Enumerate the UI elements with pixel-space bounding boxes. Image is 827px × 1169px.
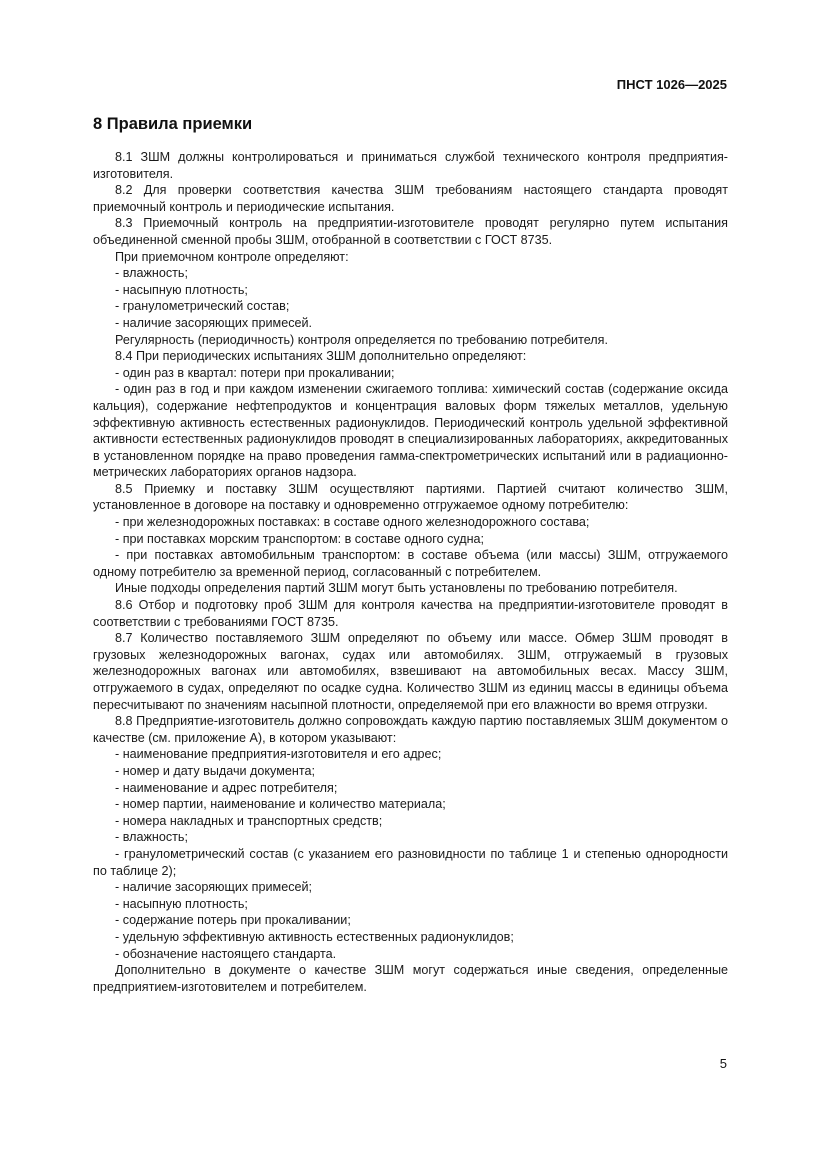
list-item: - при поставках морским транспортом: в составе одного судна;: [115, 531, 485, 546]
list-item: - наличие засоряющих примесей;: [115, 880, 313, 895]
list-item: - номер и дату выдачи документа;: [115, 763, 315, 778]
paragraph-8-2: 8.2 Для проверки соответствия качества ЗШМ требованиям настоящего стандарта проводят приемочный контроль и периодические испытания.: [93, 183, 728, 214]
paragraph-8-3: 8.3 Приемочный контроль на предприятии-изготовителе проводят регулярно путем испытания объединенной сменной пробы ЗШМ, отобранной в соответствии с ГОСТ 8735.: [93, 216, 728, 247]
paragraph-text: При приемочном контроле определяют:: [115, 249, 349, 264]
list-item: - влажность;: [115, 830, 188, 845]
list-item: - один раз в год и при каждом изменении сжигаемого топлива: химический состав (содержание оксида кальция), содержание нефтепродуктов и концентрация валовых форм тяжелых металлов, удельную эффективную активность естественных радионуклидов. Периодический контроль удельной эффективной активности естественных радионуклидов проводят в специализированных лабораториях, аккредитованных в установленном порядке на право проведения гамма-спектрометрических испытаний или в радиационно-метрических лабораториях органов надзора.: [93, 382, 728, 480]
list-item: - насыпную плотность;: [115, 896, 248, 911]
list-item: - насыпную плотность;: [115, 282, 248, 297]
list-item: - влажность;: [115, 266, 188, 281]
list-item: - номера накладных и транспортных средств;: [115, 813, 383, 828]
paragraph-text: Дополнительно в документе о качестве ЗШМ могут содержаться иные сведения, определенные предприятием-изготовителем и потребителем.: [93, 963, 728, 994]
list-item: - содержание потерь при прокаливании;: [115, 913, 351, 928]
section-title: 8 Правила приемки: [93, 115, 253, 133]
list-item: - наличие засоряющих примесей.: [115, 315, 313, 330]
list-item: - обозначение настоящего стандарта.: [115, 946, 337, 961]
list-item: - наименование и адрес потребителя;: [115, 780, 338, 795]
list-item: - при поставках автомобильным транспортом: в составе объема (или массы) ЗШМ, отгружаемого одному потребителю за временной период, согласованный с потребителем.: [93, 548, 728, 579]
list-item: - один раз в квартал: потери при прокаливании;: [115, 365, 395, 380]
paragraph-text: Иные подходы определения партий ЗШМ могут быть установлены по требованию потребителя.: [115, 581, 678, 596]
list-item: - наименование предприятия-изготовителя и его адрес;: [115, 747, 442, 762]
paragraph-8-7: 8.7 Количество поставляемого ЗШМ определяют по объему или массе. Обмер ЗШМ проводят в грузовых железнодорожных вагонах, судах или автомобилях. ЗШМ, отгружаемый в грузовых железнодорожных вагонах или автомобилях, взвешивают на автомобильных весах. Массу ЗШМ, отгружаемого в судах, определяют по осадке судна. Количество ЗШМ из единиц массы в единицы объема пересчитывают по значениям насыпной плотности, определяемой при его влажности во время отгрузки.: [93, 631, 728, 712]
document-code: ПНСТ 1026—2025: [616, 77, 727, 92]
section-body: [93, 149, 728, 995]
paragraph-8-5: 8.5 Приемку и поставку ЗШМ осуществляют партиями. Партией считают количество ЗШМ, установленное в договоре на поставку и одновременно отгружаемое одному потребителю:: [93, 481, 728, 513]
paragraph-8-8: 8.8 Предприятие-изготовитель должно сопровождать каждую партию поставляемых ЗШМ документом о качестве (см. приложение А), в котором указывают:: [93, 714, 728, 745]
list-item: - удельную эффективную активность естественных радионуклидов;: [115, 929, 514, 944]
list-item: - номер партии, наименование и количество материала;: [115, 797, 446, 812]
paragraph-8-1: 8.1 ЗШМ должны контролироваться и приниматься службой технического контроля предприятия-изготовителя.: [93, 150, 728, 181]
list-item: - гранулометрический состав;: [115, 299, 290, 314]
paragraph-text: Регулярность (периодичность) контроля определяется по требованию потребителя.: [115, 332, 608, 347]
list-item: - при железнодорожных поставках: в составе одного железнодорожного состава;: [115, 515, 590, 530]
list-item: - гранулометрический состав (с указанием его разновидности по таблице 1 и степенью однородности по таблице 2);: [93, 846, 728, 878]
paragraph-8-6: 8.6 Отбор и подготовку проб ЗШМ для контроля качества на предприятии-изготовителе проводят в соответствии с требованиями ГОСТ 8735.: [93, 598, 728, 629]
paragraph-8-4: 8.4 При периодических испытаниях ЗШМ дополнительно определяют:: [115, 349, 527, 364]
page-number: 5: [719, 1056, 727, 1071]
